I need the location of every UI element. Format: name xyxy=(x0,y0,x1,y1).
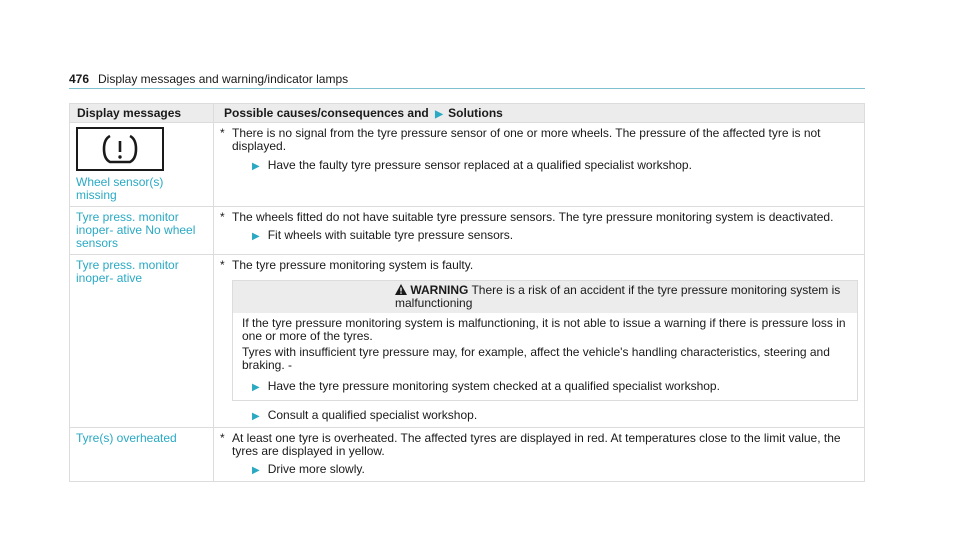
col-header-causes-text: Possible causes/consequences and xyxy=(224,106,429,120)
display-messages-table xyxy=(69,103,865,482)
cause-cell xyxy=(214,207,865,255)
warning-triangle-icon xyxy=(395,283,410,297)
warning-solution-text: Have the tyre pressure monitoring system checked at a qualified specialist workshop. xyxy=(267,379,720,393)
cause-cell xyxy=(214,428,865,482)
action-arrow-icon: ▶ xyxy=(252,411,260,422)
solutions-arrow-icon: ▶ xyxy=(435,109,443,120)
table-header-row xyxy=(70,104,865,123)
star-marker: * xyxy=(220,258,225,272)
cause-text: The wheels fitted do not have suitable tyre pressure sensors. The tyre pressure monitoring system is deactivated. xyxy=(232,210,834,224)
warning-title: There is a risk of an accident if the tyre pressure monitoring system is malfunctioning xyxy=(395,283,841,310)
action-arrow-icon: ▶ xyxy=(252,161,260,172)
message-cell xyxy=(70,255,214,428)
message-cell xyxy=(70,207,214,255)
table-row xyxy=(70,428,865,482)
warning-paragraph: Tyres with insufficient tyre pressure may, for example, affect the vehicle's handling characteristics, steering and braking. - xyxy=(242,345,830,372)
message-text: Tyre press. monitor inoper- ative xyxy=(76,258,179,285)
solution-text: Drive more slowly. xyxy=(267,462,365,476)
warning-header xyxy=(233,281,857,313)
star-marker: * xyxy=(220,126,225,140)
cause-text: At least one tyre is overheated. The affected tyres are displayed in red. At temperatures close to the limit value, the tyres are displayed in yellow. xyxy=(232,431,841,458)
col-header-causes xyxy=(214,104,865,123)
cause-text: There is no signal from the tyre pressure sensor of one or more wheels. The pressure of the affected tyre is not displayed. xyxy=(232,126,821,153)
message-text: Tyre(s) overheated xyxy=(76,431,177,445)
cause-cell xyxy=(214,123,865,207)
warning-box xyxy=(232,280,858,401)
warning-body xyxy=(233,313,857,400)
message-cell xyxy=(70,428,214,482)
table-row xyxy=(70,207,865,255)
star-marker: * xyxy=(220,210,225,224)
solution-text: Consult a qualified specialist workshop. xyxy=(267,408,478,422)
page-number: 476 xyxy=(69,72,90,86)
cause-text: The tyre pressure monitoring system is faulty. xyxy=(232,258,474,272)
solution-text: Have the faulty tyre pressure sensor replaced at a qualified specialist workshop. xyxy=(267,158,692,172)
table-row xyxy=(70,255,865,428)
action-arrow-icon: ▶ xyxy=(252,382,260,393)
warning-paragraph: If the tyre pressure monitoring system is malfunctioning, it is not able to issue a warning if there is pressure loss in one or more of the tyres. xyxy=(242,316,846,343)
action-arrow-icon: ▶ xyxy=(252,465,260,476)
cause-cell xyxy=(214,255,865,428)
star-marker: * xyxy=(220,431,225,445)
message-cell xyxy=(70,123,214,207)
col-header-display-messages: Display messages xyxy=(70,104,214,123)
warning-label: WARNING xyxy=(410,283,469,297)
table-row xyxy=(70,123,865,207)
page-title: Display messages and warning/indicator lamps xyxy=(98,72,349,86)
message-text: Tyre press. monitor inoper- ative No wheel sensors xyxy=(76,210,196,250)
tyre-pressure-warning-icon xyxy=(76,127,164,174)
page-header xyxy=(69,72,865,89)
col-header-solutions-text: Solutions xyxy=(448,106,503,120)
message-text: Wheel sensor(s) missing xyxy=(76,175,164,202)
solution-text: Fit wheels with suitable tyre pressure sensors. xyxy=(267,228,514,242)
action-arrow-icon: ▶ xyxy=(252,231,260,242)
